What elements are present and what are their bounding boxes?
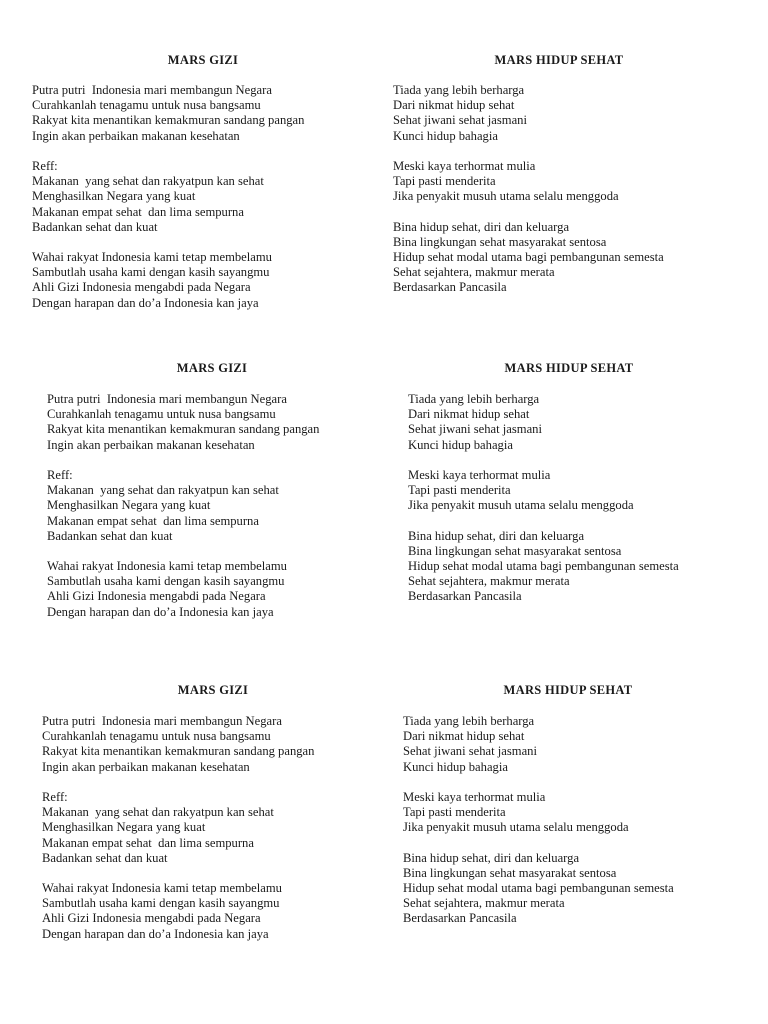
lyric-line: Bina hidup sehat, diri dan keluarga [408,528,585,543]
lyric-line: Putra putri Indonesia mari membangun Negara [42,714,282,728]
stanza-gap [47,544,319,559]
mars-hidup-sehat-stanza3 [393,220,664,296]
mars-gizi-stanza2 [47,468,319,544]
lyric-line: Ahli Gizi Indonesia mengabdi pada Negara [42,911,261,926]
mars-hidup-sehat-stanza1 [393,83,664,144]
mars-gizi-title: MARS GIZI [176,361,248,375]
lyric-line: Sambutlah usaha kami dengan kasih sayangmu [42,896,280,911]
lyric-line: Tapi pasti menderita [408,483,511,498]
mars-gizi-stanza3 [47,559,319,620]
lyric-line: Ahli Gizi Indonesia mengabdi pada Negara [32,280,251,295]
lyric-line: Bina lingkungan sehat masyarakat sentosa [403,865,617,880]
mars-gizi-stanza3 [42,881,314,942]
lyric-line: Wahai rakyat Indonesia kami tetap membelamu [42,881,282,896]
lyric-line: Sehat jiwani sehat jasmani [408,422,542,437]
lyric-line: Putra putri Indonesia mari membangun Negara [32,83,272,97]
lyric-line: Dari nikmat hidup sehat [408,407,530,422]
lyric-line: Kunci hidup bahagia [408,437,513,452]
mars-hidup-sehat-stanza2 [393,159,664,205]
lyric-line: Bina hidup sehat, diri dan keluarga [393,219,570,234]
lyric-line: Dari nikmat hidup sehat [393,98,515,113]
lyric-line: Makanan empat sehat dan lima sempurna [47,513,259,528]
lyric-line: Wahai rakyat Indonesia kami tetap membelamu [47,559,287,574]
lyric-line: Bina lingkungan sehat masyarakat sentosa [393,234,607,249]
lyric-line: Dengan harapan dan do’a Indonesia kan jaya [47,604,274,619]
lyric-line: Ingin akan perbaikan makanan kesehatan [32,128,240,143]
lyric-line: Curahkanlah tenagamu untuk nusa bangsamu [42,729,271,744]
lyric-line: Rakyat kita menantikan kemakmuran sandang pangan [47,422,320,437]
lyric-line: Dari nikmat hidup sehat [403,729,525,744]
lyric-line: Menghasilkan Negara yang kuat [47,498,211,513]
stanza-gap [393,205,664,220]
mars-hidup-sehat-stanza1 [408,392,679,453]
lyric-line: Sehat sejahtera, makmur merata [393,265,555,280]
lyric-line: Jika penyakit musuh utama selalu menggoda [403,820,629,835]
lyric-line: Putra putri Indonesia mari membangun Negara [47,392,287,406]
lyric-line: Makanan empat sehat dan lima sempurna [32,204,244,219]
lyric-line: Tiada yang lebih berharga [403,714,535,728]
mars-gizi-stanza1 [32,83,304,144]
lyric-line: Hidup sehat modal utama bagi pembangunan semesta [403,881,674,896]
stanza-gap [408,453,679,468]
mars-gizi-stanza3 [32,250,304,311]
lyric-line: Sambutlah usaha kami dengan kasih sayangmu [47,574,285,589]
mars-hidup-sehat-stanza3 [408,529,679,605]
mars-hidup-sehat-stanza2 [408,468,679,514]
stanza-gap [403,775,674,790]
lyric-line: Bina lingkungan sehat masyarakat sentosa [408,543,622,558]
lyric-line: Reff: [32,158,58,173]
lyric-line: Badankan sehat dan kuat [47,528,173,543]
mars-hidup-sehat-title: MARS HIDUP SEHAT [503,683,633,697]
mars-hidup-sehat-stanza3 [403,851,674,927]
lyric-line: Curahkanlah tenagamu untuk nusa bangsamu [47,407,276,422]
stanza-gap [403,836,674,851]
stanza-gap [42,866,314,881]
mars-gizi-lyrics [47,392,319,620]
mars-gizi-lyrics [42,714,314,942]
mars-gizi-title: MARS GIZI [177,683,249,697]
lyric-line: Menghasilkan Negara yang kuat [42,820,206,835]
lyric-line: Makanan yang sehat dan rakyatpun kan sehat [47,483,279,498]
lyric-line: Berdasarkan Pancasila [408,589,522,604]
lyric-line: Makanan yang sehat dan rakyatpun kan sehat [42,805,274,820]
lyric-line: Tapi pasti menderita [393,174,496,189]
lyric-line: Sehat jiwani sehat jasmani [393,113,527,128]
lyric-line: Reff: [42,789,68,804]
lyric-line: Tiada yang lebih berharga [408,392,540,406]
stanza-gap [408,514,679,529]
mars-gizi-lyrics [32,83,304,311]
lyric-line: Ahli Gizi Indonesia mengabdi pada Negara [47,589,266,604]
stanza-gap [42,775,314,790]
lyric-line: Badankan sehat dan kuat [42,850,168,865]
lyric-line: Ingin akan perbaikan makanan kesehatan [47,437,255,452]
lyric-line: Berdasarkan Pancasila [393,280,507,295]
lyric-line: Reff: [47,467,73,482]
lyric-line: Badankan sehat dan kuat [32,219,158,234]
mars-gizi-stanza2 [42,790,314,866]
lyric-line: Meski kaya terhormat mulia [403,789,546,804]
stanza-gap [47,453,319,468]
lyric-line: Meski kaya terhormat mulia [393,158,536,173]
lyric-line: Makanan empat sehat dan lima sempurna [42,835,254,850]
mars-gizi-title: MARS GIZI [167,53,239,67]
lyric-line: Jika penyakit musuh utama selalu menggoda [393,189,619,204]
lyric-line: Sehat jiwani sehat jasmani [403,744,537,759]
lyric-line: Dengan harapan dan do’a Indonesia kan jaya [32,295,259,310]
lyric-line: Sehat sejahtera, makmur merata [403,896,565,911]
mars-gizi-stanza1 [47,392,319,453]
lyric-line: Kunci hidup bahagia [393,128,498,143]
lyric-line: Sehat sejahtera, makmur merata [408,574,570,589]
lyric-line: Bina hidup sehat, diri dan keluarga [403,850,580,865]
mars-gizi-stanza2 [32,159,304,235]
lyric-line: Wahai rakyat Indonesia kami tetap membelamu [32,250,272,265]
mars-hidup-sehat-stanza1 [403,714,674,775]
stanza-gap [32,235,304,250]
lyric-line: Rakyat kita menantikan kemakmuran sandang pangan [42,744,315,759]
stanza-gap [32,144,304,159]
lyric-line: Hidup sehat modal utama bagi pembangunan semesta [408,559,679,574]
lyric-line: Ingin akan perbaikan makanan kesehatan [42,759,250,774]
lyric-line: Curahkanlah tenagamu untuk nusa bangsamu [32,98,261,113]
lyric-line: Tapi pasti menderita [403,805,506,820]
lyric-line: Sambutlah usaha kami dengan kasih sayangmu [32,265,270,280]
mars-hidup-sehat-lyrics [403,714,674,927]
lyric-line: Hidup sehat modal utama bagi pembangunan semesta [393,250,664,265]
mars-hidup-sehat-lyrics [408,392,679,605]
lyric-line: Makanan yang sehat dan rakyatpun kan sehat [32,174,264,189]
lyric-line: Menghasilkan Negara yang kuat [32,189,196,204]
lyric-line: Meski kaya terhormat mulia [408,467,551,482]
lyric-line: Dengan harapan dan do’a Indonesia kan jaya [42,926,269,941]
lyric-line: Kunci hidup bahagia [403,759,508,774]
lyric-line: Tiada yang lebih berharga [393,83,525,97]
mars-hidup-sehat-title: MARS HIDUP SEHAT [494,53,624,67]
lyric-line: Jika penyakit musuh utama selalu menggoda [408,498,634,513]
stanza-gap [393,144,664,159]
mars-hidup-sehat-lyrics [393,83,664,296]
mars-hidup-sehat-title: MARS HIDUP SEHAT [504,361,634,375]
lyric-line: Rakyat kita menantikan kemakmuran sandang pangan [32,113,305,128]
mars-hidup-sehat-stanza2 [403,790,674,836]
mars-gizi-stanza1 [42,714,314,775]
lyric-line: Berdasarkan Pancasila [403,911,517,926]
